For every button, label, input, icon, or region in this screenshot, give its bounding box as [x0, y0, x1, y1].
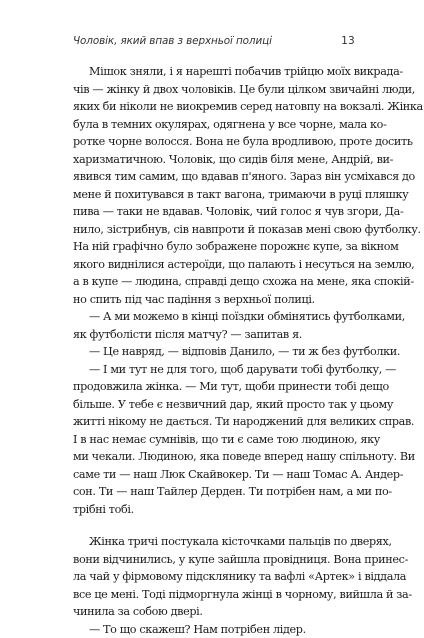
page-number: 13	[341, 35, 355, 47]
text-line: продовжила жінка. — Ми тут, щоби принести тобі дещо	[73, 378, 355, 396]
page-header	[73, 35, 355, 49]
text-line: — То що скажеш? Нам потрібен лідер.	[73, 621, 355, 638]
text-line: но спить під час падіння з верхньої полиці.	[73, 291, 355, 309]
paragraph	[73, 343, 355, 361]
text-line: явився тим самим, що вдавав п'яного. Зараз він усміхався до	[73, 168, 355, 186]
text-line: мене й похитувався в такт вагона, тримаючи в руці пляшку	[73, 186, 355, 204]
text-line: чів — жінку й двох чоловіків. Це були цілком звичайні люди,	[73, 81, 355, 99]
text-line: трібні тобі.	[73, 501, 355, 519]
text-line: харизматичною. Чоловік, що сидів біля мене, Андрій, ви-	[73, 151, 355, 169]
paragraph-gap	[73, 518, 355, 533]
text-line: сон. Ти — наш Тайлер Дерден. Ти потрібен нам, а ми по-	[73, 483, 355, 501]
text-line: чинила за собою двері.	[73, 603, 355, 621]
text-line: — Це навряд, — відповів Данило, — ти ж без футболки.	[73, 343, 355, 361]
text-line: як футболісти після матчу? — запитав я.	[73, 326, 355, 344]
text-line: якого виднілися астероїди, що палають і несуться на землю,	[73, 256, 355, 274]
text-line: Жінка тричі постукала кісточками пальців по дверях,	[73, 533, 355, 551]
text-line: житті нікому не дається. Ти народжений для великих справ.	[73, 413, 355, 431]
text-line: ми чекали. Людиною, яка поведе вперед нашу спільноту. Ви	[73, 448, 355, 466]
text-line: — І ми тут не для того, щоб дарувати тобі футболку, —	[73, 361, 355, 379]
paragraph	[73, 533, 355, 621]
running-title: Чоловік, який впав з верхньої полиці	[73, 35, 272, 47]
paragraph	[73, 63, 355, 308]
text-line: все це мені. Тоді підморгнула жінці в чорному, вийшла й за-	[73, 586, 355, 604]
text-line: пива — таки не вдавав. Чоловік, чий голос я чув згори, Да-	[73, 203, 355, 221]
text-line: Мішок зняли, і я нарешті побачив трійцю моїх викрада-	[73, 63, 355, 81]
text-line: а в купе — людина, справді дещо схожа на мене, яка спокій-	[73, 273, 355, 291]
text-line: саме ти — наш Люк Скайвокер. Ти — наш Томас А. Андер-	[73, 466, 355, 484]
text-line: — А ми можемо в кінці поїздки обмінятись футболками,	[73, 308, 355, 326]
paragraph	[73, 361, 355, 519]
text-line: яких би ніколи не виокремив серед натовпу на вокзалі. Жінка	[73, 98, 355, 116]
text-line: нило, зістрибнув, сів навпроти й показав мені свою футболку.	[73, 221, 355, 239]
text-line: ла чай у фірмовому підсклянику та вафлі «Артек» і віддала	[73, 568, 355, 586]
text-line: На ній графічно було зображене порожнє купе, за вікном	[73, 238, 355, 256]
paragraph	[73, 308, 355, 343]
body-text	[73, 63, 355, 638]
text-line: вони відчинились, у купе зайшла провідниця. Вона принес-	[73, 551, 355, 569]
text-line: І в нас немає сумнівів, що ти є саме тою людиною, яку	[73, 431, 355, 449]
paragraph	[73, 621, 355, 638]
text-line: більше. У тебе є незвичний дар, який просто так у цьому	[73, 396, 355, 414]
text-line: ротке чорне волосся. Вона не була вродливою, проте досить	[73, 133, 355, 151]
text-line: була в темних окулярах, одягнена у все чорне, мала ко-	[73, 116, 355, 134]
